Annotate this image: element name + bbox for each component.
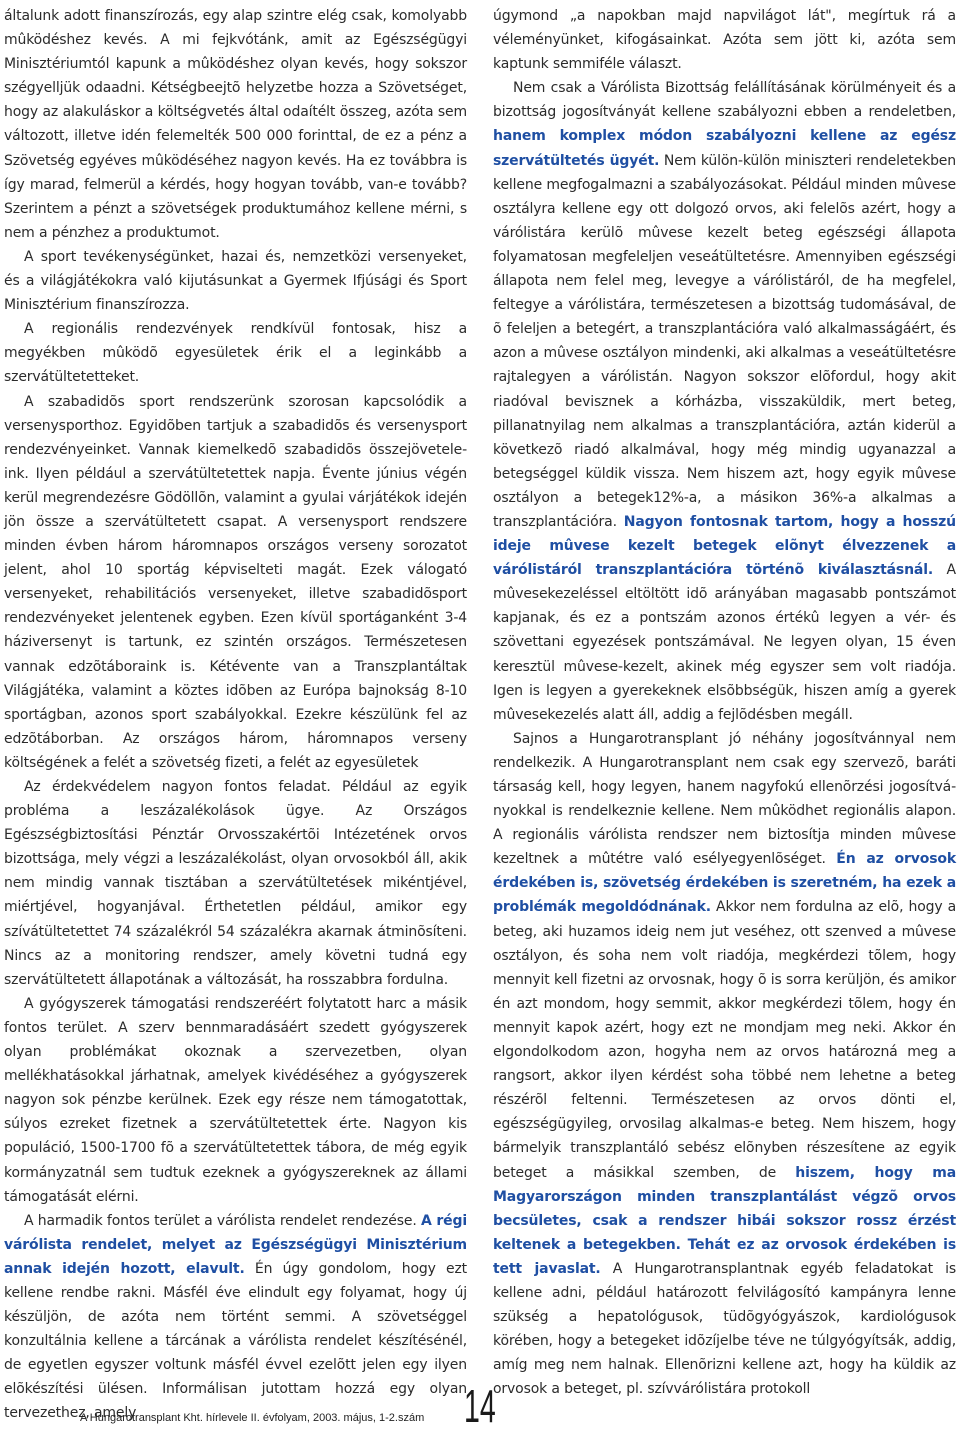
body-text: A sport tevékenységünket, hazai és, nemzetközi versenyeket, és a világjátékokra való kijutásunkat a Gyermek Ifjúsági és Sport Minisztérium finanszírozza.	[4, 248, 467, 314]
body-text: A harmadik fontos terület a várólista rendelet rendezése.	[24, 1212, 421, 1229]
paragraph	[493, 76, 956, 727]
paragraph	[4, 317, 467, 389]
highlighted-text: Nagyon fontosnak tartom, hogy a hosszú ideje mûvese kezelt betegek elõnyt élvezzenek a várólistáról transzplantációra történõ kiválasztásnál.	[493, 513, 956, 579]
highlighted-text: hiszem, hogy ma Magyarországon minden transzplantálást végzõ orvos becsületes, csak a rendszer hibái sokszor rossz érzést keltenek a betegekben. Tehát ez az orvosok érdekében is tett javaslat.	[493, 1164, 956, 1277]
paragraph	[4, 1209, 467, 1426]
body-text: Én úgy gondolom, hogy ezt kellene rendbe rakni. Másfél éve elindult egy folyamat, hogy új készüljön, de azóta nem történt semmi. A szövetséggel konzultálnia kellene a tárcának a várólista rendelet készítésénél, de egyetlen egyszer voltunk másfél évvel ezelõtt jelen egy ilyen elõkészítési ülésen. Informálisan jutottam hozzá egy olyan tervezethez, amely	[4, 1260, 468, 1422]
paragraph	[493, 4, 956, 76]
paragraph	[493, 727, 956, 1402]
highlighted-text: A régi várólista rendelet, melyet az Egészségügyi Minisztérium annak idején hozott, elavult.	[4, 1212, 468, 1277]
body-text: A gyógyszerek támogatási rendszeréért folytatott harc a másik fontos terület. A szerv bennmaradásáért szedett gyógyszerek olyan problémákat okoznak a szervezetben, olyan mellékhatásokkal járhatnak, amelyek kivédéséhez a gyógyszerek nagyon sok pénzbe kerülnek. Ezek egy része nem támogatottak, súlyos ezreket fizetnek a szervátültetettek érte. Nagyon kis populáció, 1500-1700 fõ a szervátültetettek tábora, de még egyik kormányzatnál sem tudtuk ezeknek a gyógyszereknek az állami támogatását elérni.	[4, 995, 467, 1205]
paragraph	[4, 245, 467, 317]
highlighted-text: Én az orvosok érdekében is, szövetség érdekében is szeretném, ha ezek a problémák megoldódnának.	[493, 851, 957, 916]
left-column	[4, 4, 467, 1426]
paragraph	[4, 4, 467, 245]
paragraph	[4, 390, 467, 776]
right-column	[493, 4, 956, 1401]
body-text: Nem külön-külön miniszteri rendeletekben kellene megfogalmazni a szabályozásokat. Például minden mûvese osztályra kellene egy ott dolgozó orvos, aki felelõs azért, hogy a várólistára kerülõ mûvese kezelt beteg egészségi állapota folyamatosan megfeleljen veseátültetésre. Amennyiben egészségi állapota nem felel meg, levegye a várólistáról, de ha megfelel, feltegye a várólistára, természetesen a bizottság tudomásával, de õ feleljen a betegért, a transzplantációra való alkalmasságáért, és azon a mûvese osztályon mindenki, aki alkalmas a veseátültetésre rajtalegyen a várólistán. Nagyon sokszor elõfordul, hogy akit riadóval bevisznek a kórházba, visszaküldik, mert beteg, pillanatnyilag nem alkalmas a transzplantációra, aztán kiderül a következõ riadó alkalmával, hogy még mindig ugyanazzal a betegséggel küldik vissza. Nem hiszem azt, hogy egyik mûvese osztályon a betegek12%-a, a másikon 36%-a alkalmas a transzplantációra.	[493, 152, 956, 530]
body-text: A Hungarotransplantnak egyéb feladatokat is kellene adni, például határozott felvilágosító kampányra lenne szükség a hepatológusok, tüdõgyógyászok, kardiológusok körében, hogy a betegeket idõzíjelbe téve ne túlgyógyítsák, addig, amíg meg nem halnak. Ellenõrizni kellene azt, hogy ha küldik az orvosok a beteget, pl. szívvárólistára protokoll	[493, 1260, 956, 1398]
body-text: Nem csak a Várólista Bizottság felállításának körülményeit és a bizottság jogosítványát kellene szabályozni ebben a rendeletben,	[493, 80, 956, 121]
paragraph	[4, 992, 467, 1209]
body-text: A szabadidõs sport rendszerünk szorosan kapcsolódik a versenysporthoz. Egyidõben tartjuk a szabadidõs és versenysport rendezvényeinket. Vannak kiemelkedõ szabadidõs összejövetele-ink. Ilyen például a szervátültetettek napja. Évente június végén kerül megrendezésre Gödöllõn, valamint a gyulai várjátékok idején jön össze a szervátültetett csapat. A versenysport rendszere minden évben három háromnapos országos verseny sorozatot jelent, ahol 10 sportág képviselteti magát. Ezek válogató versenyeket, rehabilitációs versenyeket, illetve szabadidõsport rendezvényeket jelentenek egyben. Ezen kívül sportáganként 3-4 háziversenyt is tartunk, ez szintén országos. Természetesen vannak edzõtáboraink is. Kétévente van a Transzplantáltak Világjátéka, valamint a köztes idõben az Európa bajnokság 8-10 sportágban, azonos sport szabályokkal. Ezekre készülünk fel az edzõtáborban. Az országos három, háromnapos verseny költségének a felét a szövetség fizeti, a felét az egyesületek	[4, 393, 467, 771]
highlighted-text: hanem komplex módon szabályozni kellene az egész szervátültetés ügyét.	[493, 128, 956, 169]
body-text: általunk adott finanszírozás, egy alap szintre elég csak, komolyabb mûködéshez kevés. A mi fejkvótánk, amit az Egészségügyi Minisztériumtól kapunk a mûködéshez olyan kevés, hogy sokszor szégyelljük odaadni. Kétségbeejtõ helyzetbe hozza a Szövetséget, hogy az alakuláskor a költségvetés által odaítélt összeg, azóta sem változott, illetve idén felemelték 500 000 forinttal, de ez a pénz a Szövetség egyéves mûködéséhez nagyon kevés. Ha ez továbbra is így marad, felmerül a kérdés, hogy hogyan tovább, van-e tovább? Szerintem a pénzt a szövetségek produktumához kellene mérni, s nem a pénzhez a produktumot.	[4, 8, 467, 241]
paragraph	[4, 775, 467, 992]
body-text: Sajnos a Hungarotransplant jó néhány jogosítvánnyal nem rendelkezik. A Hungarotransplant nem csak egy szervezõ, baráti társaság kell, hogy legyen, hanem nagyfokú ellenõrzési jogosítvá-nyokkal is rendelkeznie kellene. Nem mûködhet regionális alapon. A regionális várólista rendszer nem biztosítja minden mûvese kezeltnek a mûtétre való esélyegyenlõséget.	[493, 730, 956, 868]
body-text: A regionális rendezvények rendkívül fontosak, hisz a megyékben mûködõ egyesületek érik el a leginkább a szervátültetetteket.	[4, 321, 467, 386]
page-number: 14	[464, 1380, 496, 1432]
body-text: úgymond „a napokban majd napvilágot lát", megírtuk rá a véleményünket, kifogásainkat. Azóta sem jött ki, azóta sem kaptunk semmiféle választ.	[493, 8, 956, 73]
footer-publication-info: A Hungarotransplant Kht. hírlevele II. évfolyam, 2003. május, 1-2.szám	[80, 1412, 425, 1424]
body-text: Az érdekvédelem nagyon fontos feladat. Például az egyik probléma a leszázalékolások ügye. Az Országos Egészségbiztosítási Pénztár Orvosszakértõi Intézetének orvos bizottsága, mely végzi a leszázalékolást, olyan orvosokból áll, akik nem mindig vannak tisztában a szervátültetések mikéntjével, miértjével, hogyanjával. Érthetetlen például, amikor egy szívátültetettet 74 százalékról 54 százalékra akarnak átminõsíteni. Nincs az a monitoring rendszer, amely követni tudná egy szervátültetett állapotának a változását, ha rosszabbra fordulna.	[4, 779, 467, 988]
body-text: A mûvesekezeléssel eltöltött idõ arányában magasabb pontszámot kapjanak, és ez a pontszám azonos értékû legyen a vér- és szövettani egyezések pontszámával. Ne legyen olyan, 15 éven keresztül mûvese-kezelt, akinek még egyszer sem volt riadója. Igen is legyen a gyerekeknek elsõbbségük, hiszen amíg a gyerek mûvesekezelés alatt áll, addig a fejlõdésben megáll.	[493, 562, 956, 723]
body-text: Akkor nem fordulna az elõ, hogy a beteg, aki huzamos ideig nem jut veséhez, ott szenved a mûvese osztályon, és soha nem volt riadója, megkérdezi tõlem, hogy mennyit kell fizetni az orvosnak, hogy õ is sorra kerüljön, és amikor én azt mondom, hogy semmit, akkor megkérdezi tõlem, hogy én mennyit kapok azért, hogy ezt ne mondjam meg neki. Akkor én elgondolkodom azon, hogyha nem az orvos határozná meg a rangsort, akkor ilyen kérdést soha többé nem lehetne a beteg részérõl feltenni. Természetesen az orvos dönti el, egészségügyileg, orvosilag alkalmas-e beteg. Nem hiszem, hogy bármelyik transzplantáló sebész elõnyben részesítene az egyik beteget a másikkal szemben, de	[493, 899, 957, 1181]
